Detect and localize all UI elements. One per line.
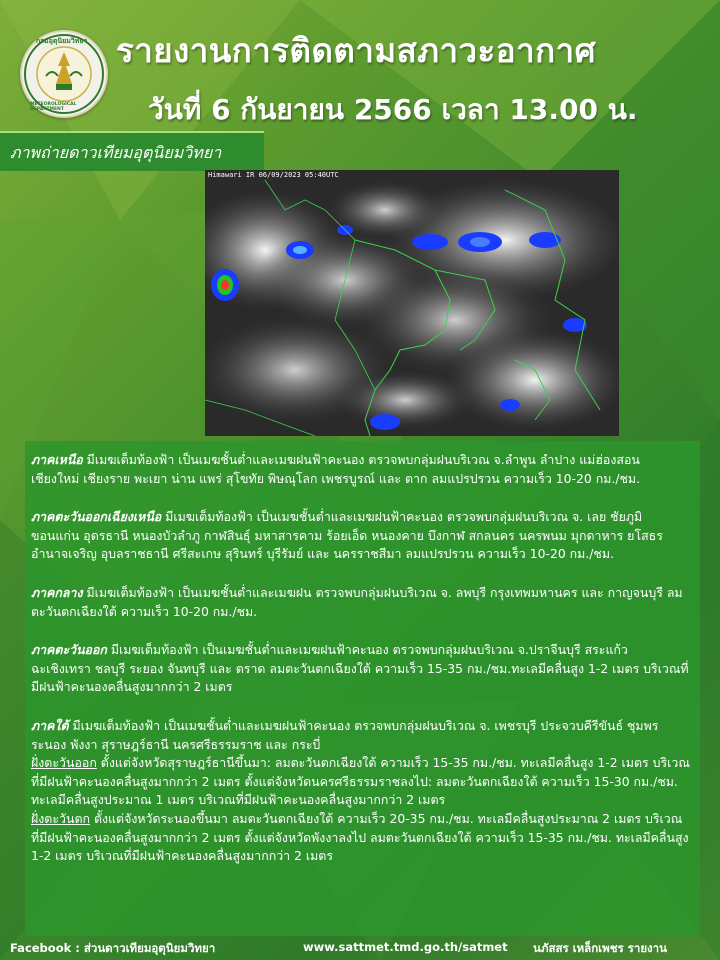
section-tab-satellite: ภาพถ่ายดาวเทียมอุตุนิยมวิทยา <box>0 131 264 171</box>
region-name: ภาคตะวันออกเฉียงเหนือ <box>31 509 162 525</box>
region-text: มีเมฆเต็มท้องฟ้า เป็นเมฆชั้นต่ำและเมฆฝนฟ้าคะนอง ตรวจพบกลุ่มฝนบริเวณ จ. เพชรบุรี ประจวบคีรีขันธ์ ชุมพร ระนอง พังงา สุราษฎร์ธานี นครศรีธรรมราช และ กระบี่ <box>31 717 659 752</box>
region-text: มีเมฆเต็มท้องฟ้า เป็นเมฆชั้นต่ำและเมฆฝน ตรวจพบกลุ่มฝนบริเวณ จ. ลพบุรี กรุงเทพมหานคร และ กาญจนบุรี ลมตะวันตกเฉียงใต้ ความเร็ว 10-20 กม./ชม. <box>31 584 683 619</box>
region-south <box>31 717 690 866</box>
logo-text-bottom: METEOROLOGICAL DEPARTMENT <box>30 102 77 112</box>
region-text: มีเมฆเต็มท้องฟ้า เป็นเมฆชั้นต่ำและเมฆฝนฟ้าคะนอง ตรวจพบกลุ่มฝนบริเวณ จ. เลย ชัยภูมิ ขอนแก่น อุดรธานี หนองบัวลำภู กาฬสินธุ์ มหาสารคาม ร้อยเอ็ด หนองคาย บึงกาฬ สกลนคร นครพนม มุกดาหาร ยโสธร อำนาจเจริญ อุบลราชธานี ศรีสะเกษ สุรินทร์ บุรีรัมย์ และ นครราชสีมา ลมแปรปรวน ความเร็ว 10-20 กม./ชม. <box>31 509 663 562</box>
west-coast-label: ฝั่งตะวันตก <box>31 810 90 826</box>
report-date: วันที่ 6 กันยายน 2566 เวลา 13.00 น. <box>148 93 638 126</box>
east-coast-label: ฝั่งตะวันออก <box>31 755 97 771</box>
region-north <box>31 451 690 488</box>
facebook-link[interactable]: Facebook : ส่วนดาวเทียมอุตุนิยมวิทยา <box>10 941 216 955</box>
region-name: ภาคเหนือ <box>31 452 83 467</box>
region-east <box>31 641 690 697</box>
reporter-credit: นภัสสร เหล็กเพชร รายงาน <box>533 941 667 955</box>
region-text: มีเมฆเต็มท้องฟ้า เป็นเมฆชั้นต่ำและเมฆฝนฟ้าคะนอง ตรวจพบกลุ่มฝนบริเวณ จ.ลำพูน ลำปาง แม่ฮ่องสอน เชียงใหม่ เชียงราย พะเยา น่าน แพร่ สุโขทัย พิษณุโลก เพชรบูรณ์ และ ตาก ลมแปรปรวน ความเร็ว 10-20 กม./ชม. <box>31 452 641 486</box>
page-title: รายงานการติดตามสภาวะอากาศ <box>116 31 597 70</box>
satellite-caption: Himawari IR 06/09/2023 05:40UTC <box>208 171 339 179</box>
weather-summary-box <box>25 441 700 936</box>
region-name: ภาคใต้ <box>31 717 69 733</box>
region-northeast <box>31 508 690 564</box>
region-central <box>31 584 690 621</box>
satellite-map <box>205 170 619 436</box>
tmd-logo <box>20 30 108 118</box>
region-name: ภาคตะวันออก <box>31 642 107 658</box>
website-link[interactable]: www.sattmet.tmd.go.th/satmet <box>303 940 508 954</box>
region-name: ภาคกลาง <box>31 584 83 600</box>
west-coast-text: ตั้งแต่จังหวัดระนองขึ้นมา ลมตะวันตกเฉียงใต้ ความเร็ว 20-35 กม./ชม. ทะเลมีคลื่นสูงประมาณ 2 เมตร บริเวณที่มีฝนฟ้าคะนองคลื่นสูงมากกว่า 2 เมตร ตั้งแต่จังหวัดพังงาลงไป ลมตะวันตกเฉียงใต้ ความเร็ว 15-35 กม./ชม. ทะเลมีคลื่นสูง 1-2 เมตร บริเวณที่มีฝนฟ้าคะนองคลื่นสูงมากกว่า 2 เมตร <box>31 810 689 864</box>
region-text: มีเมฆเต็มท้องฟ้า เป็นเมฆชั้นต่ำและเมฆฝนฟ้าคะนอง ตรวจพบกลุ่มฝนบริเวณ จ.ปราจีนบุรี สระแก้ว ฉะเชิงเทรา ชลบุรี ระยอง จันทบุรี และ ตราด ลมตะวันตกเฉียงใต้ ความเร็ว 15-35 กม./ชม.ทะเลมีคลื่นสูง 1-2 เมตร บริเวณที่มีฝนฟ้าคะนองคลื่นสูงมากกว่า 2 เมตร <box>31 642 689 695</box>
east-coast-text: ตั้งแต่จังหวัดสุราษฎร์ธานีขึ้นมา: ลมตะวันตกเฉียงใต้ ความเร็ว 15-35 กม./ชม. ทะเลมีคลื่นสูง 1-2 เมตร บริเวณที่มีฝนฟ้าคะนองคลื่นสูงมากกว่า 2 เมตร ตั้งแต่จังหวัดนครศรีธรรมราชลงไป: ลมตะวันตกเฉียงใต้ ความเร็ว 15-30 กม./ชม. ทะเลมีคลื่นสูงประมาณ 1 เมตร บริเวณที่มีฝนฟ้าคะนองคลื่นสูงมากกว่า 2 เมตร <box>31 755 690 808</box>
satellite-image <box>205 170 619 436</box>
footer <box>0 936 720 960</box>
logo-text-top: กรมอุตุนิยมวิทยา <box>36 37 88 45</box>
